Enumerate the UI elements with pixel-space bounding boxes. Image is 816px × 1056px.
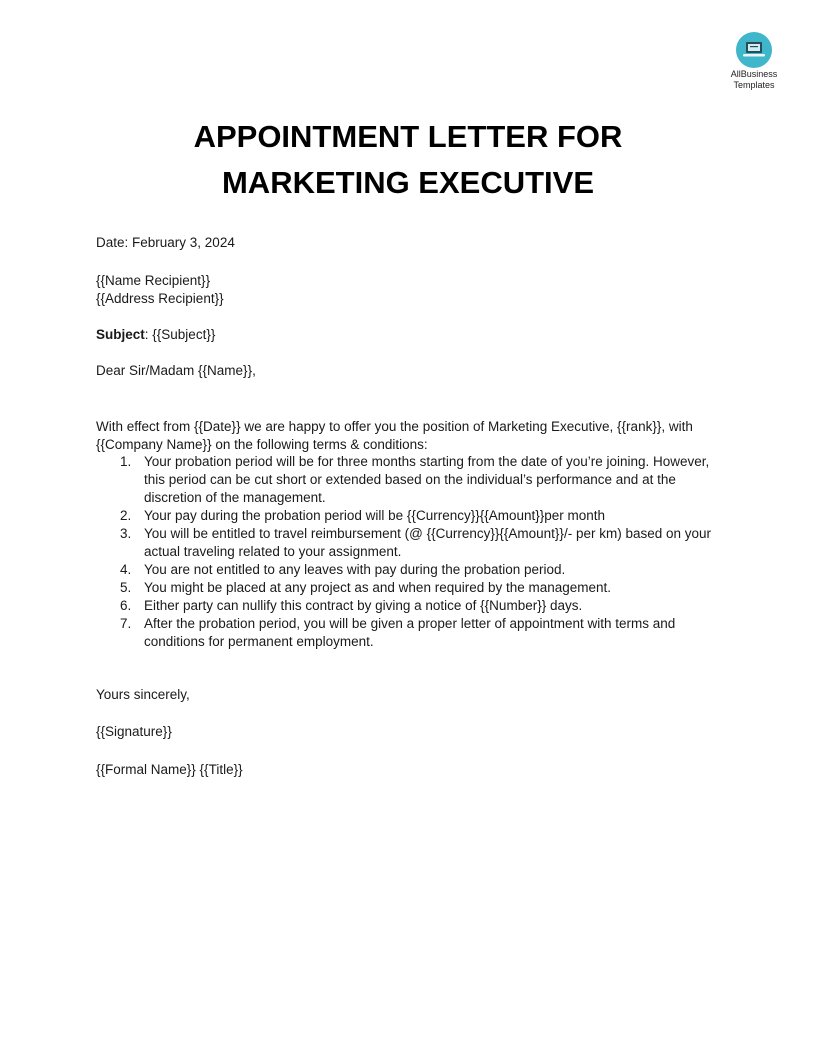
salutation: Dear Sir/Madam {{Name}}, (96, 363, 256, 378)
list-item (96, 525, 726, 561)
closing: Yours sincerely, (96, 687, 190, 702)
list-item-number: 3. (120, 526, 132, 541)
formal-name-title: {{Formal Name}} {{Title}} (96, 762, 243, 777)
list-item-text: After the probation period, you will be given a proper letter of appointment with terms and conditions for permanent employment. (144, 616, 676, 649)
document-title: APPOINTMENT LETTER FOR MARKETING EXECUTIVE (193, 119, 623, 200)
signature-placeholder: {{Signature}} (96, 724, 172, 739)
list-item-text: Either party can nullify this contract by giving a notice of {{Number}} days. (144, 598, 583, 613)
list-item (96, 597, 726, 615)
list-item-number: 7. (120, 616, 132, 631)
list-item-text: Your pay during the probation period will be {{Currency}}{{Amount}}per month (144, 508, 606, 523)
logo-text-line2: Templates (733, 80, 775, 90)
logo-text-line1: AllBusiness (730, 69, 778, 79)
recipient-block (96, 272, 736, 308)
list-item (96, 561, 726, 579)
list-item-number: 4. (120, 562, 132, 577)
list-item-text: Your probation period will be for three months starting from the date of you’re joining. However, this period can be cut short or extended based on the individual’s performance and at the discretion of the management. (144, 454, 710, 505)
list-item-text: You will be entitled to travel reimbursement (@ {{Currency}}{{Amount}}/- per km) based on your actual traveling related to your assignment. (144, 526, 712, 559)
laptop-icon (736, 32, 772, 68)
list-item-number: 5. (120, 580, 132, 595)
subject-label: Subject (96, 327, 145, 342)
list-item (96, 453, 726, 507)
recipient-address: {{Address Recipient}} (96, 291, 224, 306)
list-item (96, 615, 726, 651)
subject-line (96, 326, 736, 344)
list-item-number: 1. (120, 454, 132, 469)
list-item (96, 507, 726, 525)
list-item (96, 579, 726, 597)
list-item-text: You might be placed at any project as and when required by the management. (144, 580, 612, 595)
list-item-number: 2. (120, 508, 132, 523)
list-item-text: You are not entitled to any leaves with pay during the probation period. (144, 562, 566, 577)
terms-list (96, 453, 726, 651)
subject-value: : {{Subject}} (144, 327, 216, 342)
letter-date: Date: February 3, 2024 (96, 235, 235, 250)
allbusiness-templates-logo (722, 32, 786, 90)
recipient-name: {{Name Recipient}} (96, 273, 211, 288)
intro-paragraph: With effect from {{Date}} we are happy to offer you the position of Marketing Executive, {{rank}}, with {{Company Name}} on the following terms & conditions: (96, 419, 693, 452)
list-item-number: 6. (120, 598, 132, 613)
